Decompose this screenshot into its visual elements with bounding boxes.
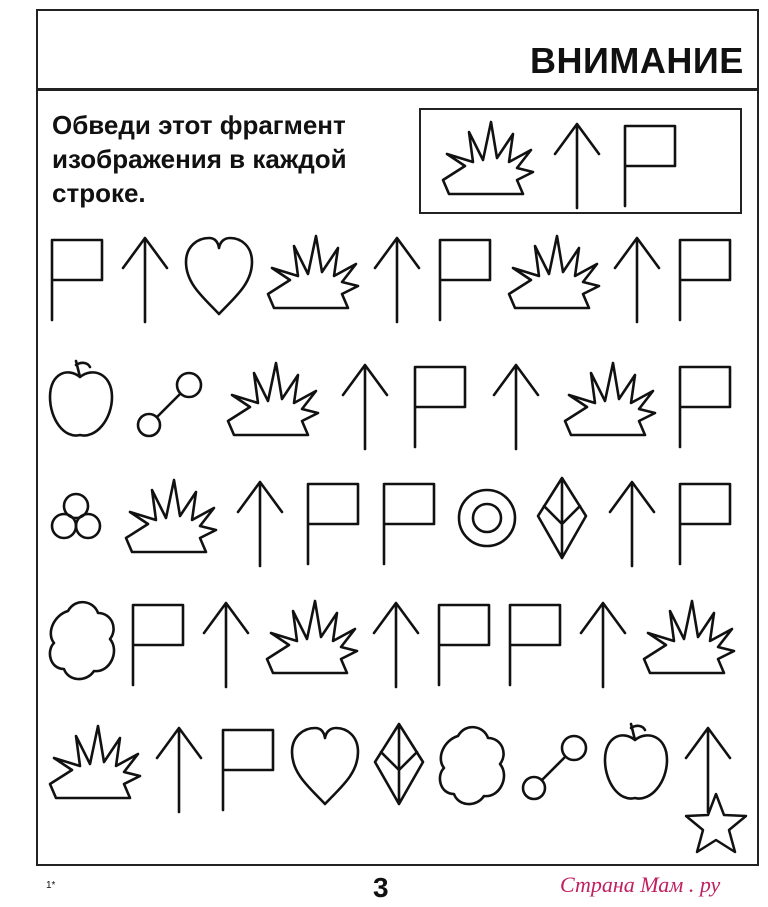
arrow-up-icon [488, 355, 544, 455]
cloud-icon [46, 593, 118, 693]
flag-icon [674, 472, 736, 572]
crown-icon [561, 355, 657, 455]
instruction-line: строке. [52, 178, 146, 208]
crown-icon [505, 228, 601, 328]
apple-icon [46, 355, 116, 455]
arrow-up-icon [337, 355, 393, 455]
flag-icon [674, 355, 736, 455]
crown-icon [443, 122, 533, 194]
arrow-up-icon [232, 472, 288, 572]
arrow-up-icon [369, 228, 425, 328]
crown-icon [264, 228, 360, 328]
symbol-row-5 [40, 718, 740, 818]
title-divider [36, 88, 759, 91]
apple-icon [601, 718, 671, 818]
flag-icon [46, 228, 108, 328]
flag-icon [434, 228, 496, 328]
arrow-up-icon [368, 593, 424, 693]
flag-icon [378, 472, 440, 572]
flag-icon [674, 228, 736, 328]
crown-icon [224, 355, 320, 455]
symbol-row-1 [40, 228, 740, 328]
dumbbell-icon [133, 355, 207, 455]
ring-icon [454, 472, 520, 572]
arrow-up-icon [117, 228, 173, 328]
instruction-line: Обведи этот фрагмент [52, 110, 346, 140]
sample-fragment-box [419, 108, 742, 214]
arrow-up-icon [555, 124, 599, 208]
page-number: 3 [373, 872, 389, 903]
arrow-up-icon [198, 593, 254, 693]
arrow-up-icon [609, 228, 665, 328]
instruction-text [52, 108, 397, 210]
flag-icon [504, 593, 566, 693]
trefoil-icon [46, 472, 108, 572]
flag-icon [625, 126, 675, 206]
crown-icon [46, 718, 142, 818]
cloud-icon [436, 718, 508, 818]
arrow-up-icon [604, 472, 660, 572]
arrow-up-icon [575, 593, 631, 693]
flag-icon [302, 472, 364, 572]
crown-icon [122, 472, 218, 572]
flag-icon [217, 718, 279, 818]
crown-icon [640, 593, 736, 693]
page-title: ВНИМАНИЕ [530, 40, 744, 81]
flag-icon [433, 593, 495, 693]
star-icon [683, 790, 749, 856]
dumbbell-icon [518, 718, 592, 818]
heart-icon [182, 228, 256, 328]
diamond-icon [371, 718, 427, 818]
flag-icon [409, 355, 471, 455]
instruction-line: изображения в каждой [52, 144, 347, 174]
arrow-up-icon [151, 718, 207, 818]
symbol-row-4 [40, 593, 740, 693]
symbol-row-3 [40, 472, 740, 572]
heart-icon [288, 718, 362, 818]
watermark: Страна Мам . ру [560, 872, 721, 897]
crown-icon [263, 593, 359, 693]
symbol-row-2 [40, 355, 740, 455]
corner-mark: 1* [46, 880, 56, 891]
flag-icon [127, 593, 189, 693]
diamond-icon [534, 472, 590, 572]
